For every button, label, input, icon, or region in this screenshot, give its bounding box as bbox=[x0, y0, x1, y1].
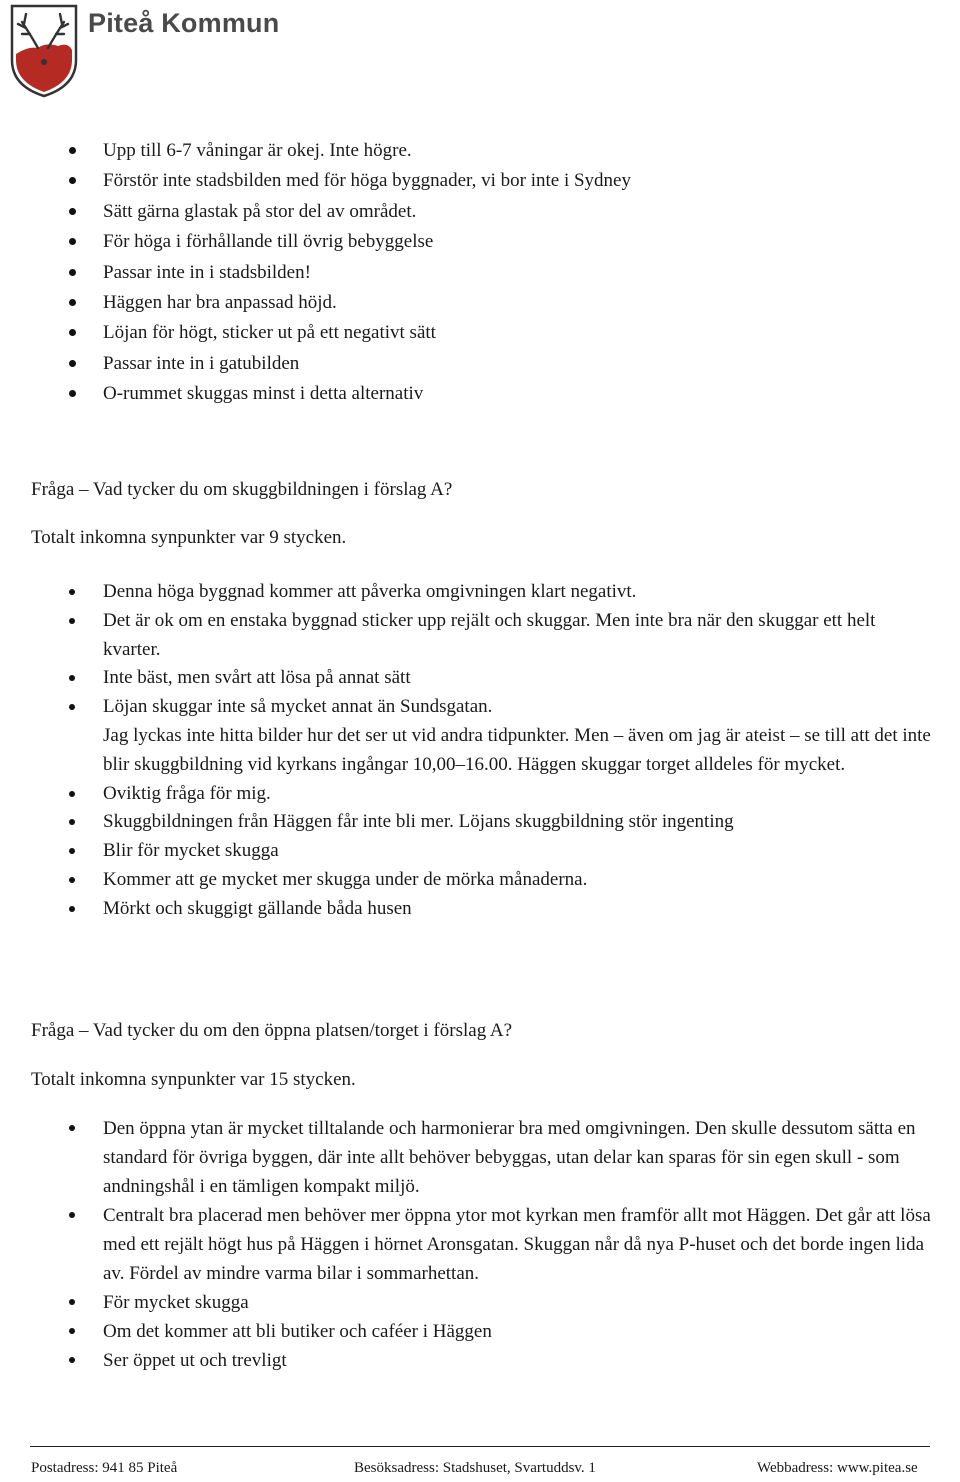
list-item: Häggen har bra anpassad höjd. bbox=[0, 288, 933, 318]
list-item: Passar inte in i gatubilden bbox=[0, 349, 933, 379]
bullet-icon bbox=[69, 1357, 75, 1363]
list-item: Passar inte in i stadsbilden! bbox=[0, 258, 933, 288]
list-item: Ser öppet ut och trevligt bbox=[0, 1346, 933, 1375]
response-count: Totalt inkomna synpunkter var 15 stycken. bbox=[31, 1069, 356, 1090]
list-item: O-rummet skuggas minst i detta alternativ bbox=[0, 379, 933, 409]
bullet-icon bbox=[69, 791, 75, 797]
list-item: Förstör inte stadsbilden med för höga byggnader, vi bor inte i Sydney bbox=[0, 166, 933, 196]
question-heading: Fråga – Vad tycker du om skuggbildningen i förslag A? bbox=[31, 479, 453, 500]
bullet-icon bbox=[69, 819, 75, 825]
list-item: Det är ok om en enstaka byggnad sticker upp rejält och skuggar. Men inte bra när den skuggar ett helt kvarter. bbox=[0, 607, 933, 665]
bullet-icon bbox=[69, 147, 76, 154]
bullet-icon bbox=[69, 299, 76, 306]
bullet-icon bbox=[69, 704, 75, 710]
list-item: Om det kommer att bli butiker och caféer i Häggen bbox=[0, 1317, 933, 1346]
bullet-icon bbox=[69, 877, 75, 883]
bullet-icon bbox=[69, 269, 76, 276]
list-item: Mörkt och skuggigt gällande båda husen bbox=[0, 895, 933, 924]
list-item: Upp till 6-7 våningar är okej. Inte högre. bbox=[0, 136, 933, 166]
bullet-icon bbox=[69, 360, 76, 367]
page-header bbox=[4, 2, 404, 98]
list-item: Den öppna ytan är mycket tilltalande och harmonierar bra med omgivningen. Den skulle dessutom sätta en standard för övriga byggen, där inte allt behöver bebyggas, utan delar kan sparas för sin egen skull - som andningshål i en tämligen kompakt miljö. bbox=[0, 1114, 933, 1201]
bullet-icon bbox=[69, 1328, 75, 1334]
comment-list-shadow bbox=[0, 578, 933, 924]
list-item: Denna höga byggnad kommer att påverka omgivningen klart negativt. bbox=[0, 578, 933, 607]
footer-divider bbox=[30, 1446, 930, 1447]
bullet-icon bbox=[69, 675, 75, 681]
bullet-icon bbox=[69, 329, 76, 336]
response-count: Totalt inkomna synpunkter var 9 stycken. bbox=[31, 527, 347, 548]
list-item: Sätt gärna glastak på stor del av området. bbox=[0, 197, 933, 227]
footer-visit-address: Besöksadress: Stadshuset, Svartuddsv. 1 bbox=[354, 1460, 596, 1476]
coat-of-arms-logo bbox=[8, 2, 80, 98]
bullet-icon bbox=[69, 618, 75, 624]
bullet-icon bbox=[69, 1125, 75, 1131]
bullet-icon bbox=[69, 1299, 75, 1305]
list-item: Centralt bra placerad men behöver mer öppna ytor mot kyrkan men framför allt mot Häggen. Det går att lösa med ett rejält högt hus på Häggen i hörnet Aronsgatan. Skuggan når då nya P-huset och det borde ingen lida av. Fördel av mindre varma bilar i sommarhettan. bbox=[0, 1201, 933, 1288]
comment-list-square bbox=[0, 1114, 933, 1375]
bullet-icon bbox=[69, 589, 75, 595]
list-item: Inte bäst, men svårt att lösa på annat sätt bbox=[0, 664, 933, 693]
question-heading: Fråga – Vad tycker du om den öppna platsen/torget i förslag A? bbox=[31, 1020, 513, 1041]
footer-postal-address: Postadress: 941 85 Piteå bbox=[31, 1460, 178, 1476]
bullet-icon bbox=[69, 208, 76, 215]
footer-web-address: Webbadress: www.pitea.se bbox=[757, 1460, 918, 1476]
bullet-icon bbox=[69, 1212, 75, 1218]
bullet-icon bbox=[69, 238, 76, 245]
bullet-icon bbox=[69, 390, 76, 397]
list-item: För höga i förhållande till övrig bebyggelse bbox=[0, 227, 933, 257]
bullet-icon bbox=[69, 906, 75, 912]
bullet-icon bbox=[69, 177, 76, 184]
list-item: Skuggbildningen från Häggen får inte bli mer. Löjans skuggbildning stör ingenting bbox=[0, 808, 933, 837]
bullet-icon bbox=[69, 848, 75, 854]
list-item: Kommer att ge mycket mer skugga under de mörka månaderna. bbox=[0, 866, 933, 895]
list-item: Blir för mycket skugga bbox=[0, 837, 933, 866]
list-item: Löjan skuggar inte så mycket annat än Sundsgatan. bbox=[0, 693, 933, 722]
list-item: Oviktig fråga för mig. bbox=[0, 780, 933, 809]
org-name: Piteå Kommun bbox=[88, 8, 280, 38]
comment-list-height bbox=[0, 136, 933, 410]
list-item: Jag lyckas inte hitta bilder hur det ser ut vid andra tidpunkter. Men – även om jag är ateist – se till att det inte blir skuggbildning vid kyrkans ingångar 10,00–16.00. Häggen skuggar torget alldeles för mycket. bbox=[103, 724, 931, 775]
list-item: Löjan för högt, sticker ut på ett negativt sätt bbox=[0, 318, 933, 348]
list-item: För mycket skugga bbox=[0, 1288, 933, 1317]
